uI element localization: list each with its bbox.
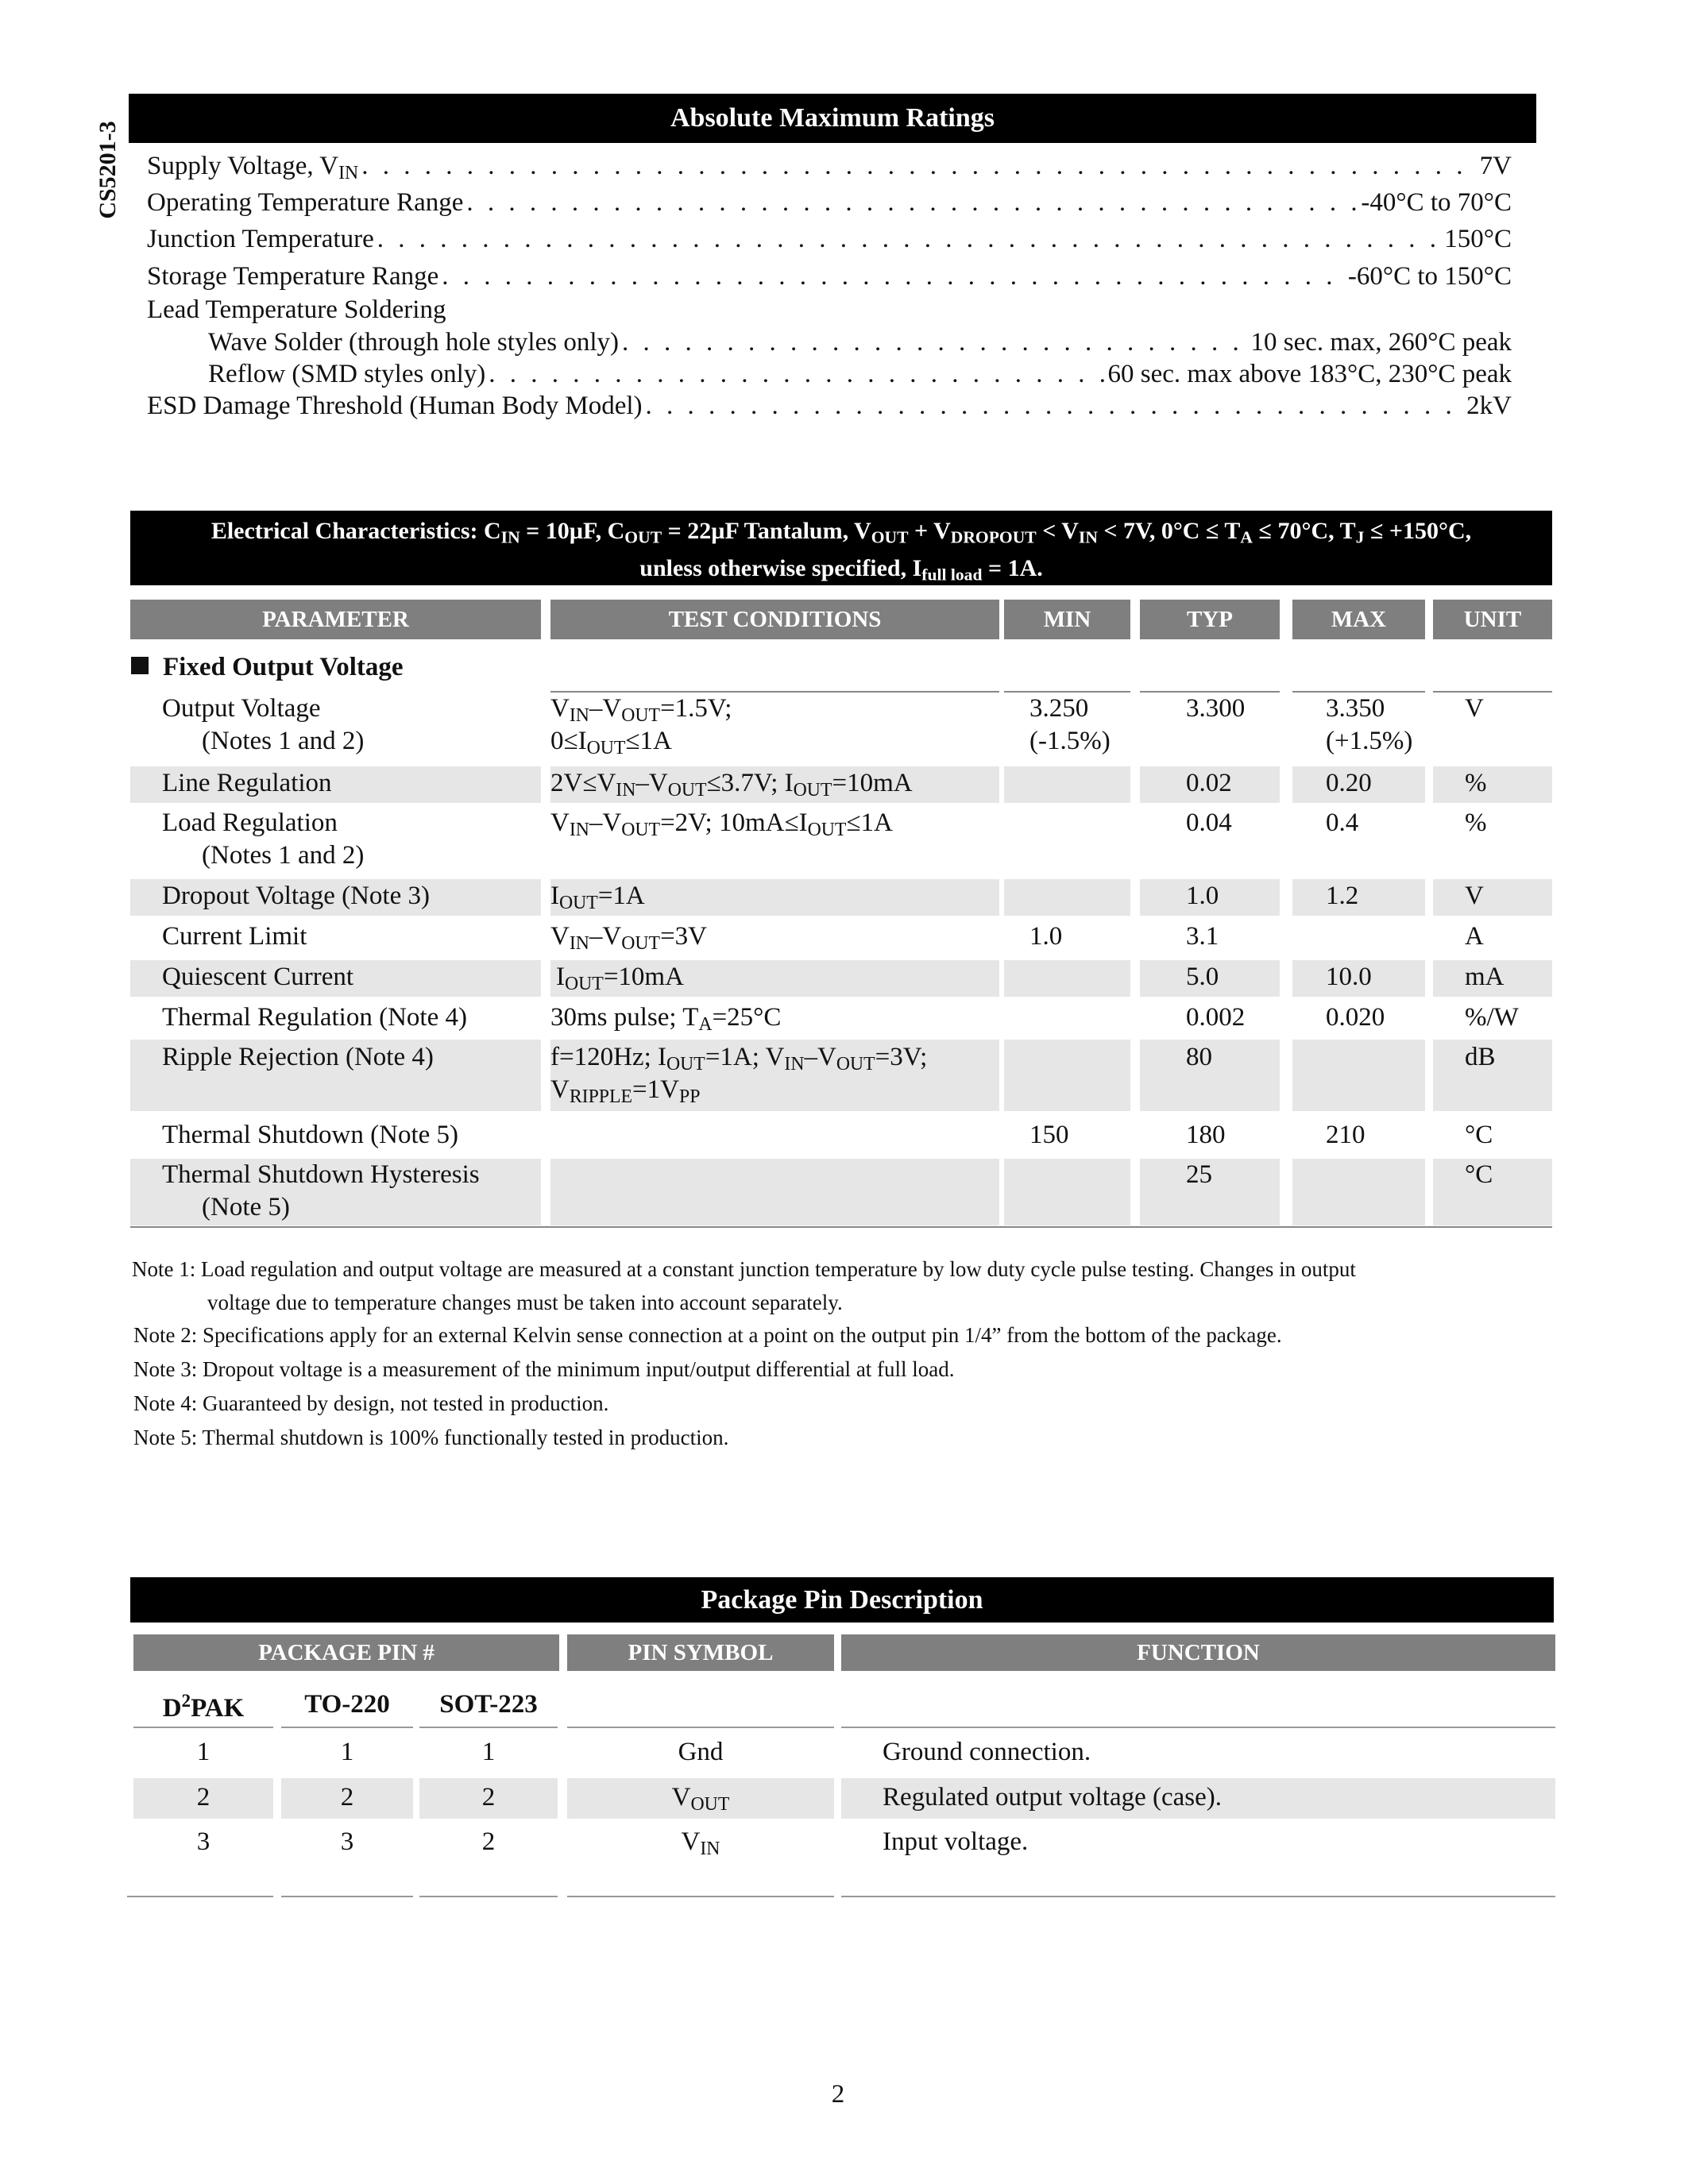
typ-cell: 0.002 <box>1186 1003 1246 1032</box>
package-to220: TO-220 <box>304 1690 390 1719</box>
pin-d2pak: 1 <box>196 1738 211 1766</box>
note-4: Note 4: Guaranteed by design, not tested in production. <box>133 1391 609 1415</box>
condition-cell: $0\le I_{OUT}\le 1A$ <box>550 727 672 758</box>
param-cell: Dropout Voltage (Note 3) <box>162 882 430 910</box>
header-min: MIN <box>1004 600 1130 639</box>
header-parameter: PARAMETER <box>130 600 541 639</box>
pin-symbol: Gnd <box>678 1738 724 1766</box>
pin-sot223: 2 <box>481 1783 496 1812</box>
max-cell: 0.20 <box>1326 769 1372 797</box>
param-cell: Thermal Regulation (Note 4) <box>162 1003 467 1032</box>
pin-symbol: $V_{OUT}$ <box>671 1783 730 1815</box>
condition-cell: $V_{IN}-V_{OUT}=3V$ <box>550 922 708 954</box>
typ-cell: 3.1 <box>1186 922 1219 951</box>
typ-cell: 80 <box>1186 1043 1212 1071</box>
max-cell: 210 <box>1326 1121 1365 1149</box>
min-cell: (-1.5%) <box>1029 727 1111 755</box>
param-cell: Ripple Rejection (Note 4) <box>162 1043 434 1071</box>
pin-description-title: Package Pin Description <box>130 1577 1554 1623</box>
rating-row: Lead Temperature Soldering <box>147 295 446 324</box>
typ-cell: 0.02 <box>1186 769 1232 797</box>
param-cell: Load Regulation <box>162 808 338 837</box>
unit-cell: % <box>1465 808 1487 837</box>
note-2: Note 2: Specifications apply for an external Kelvin sense connection at a point on the output pin 1/4” from the bottom of the package. <box>133 1323 1282 1347</box>
note-1: Note 1: Load regulation and output voltage are measured at a constant junction temperature by low duty cycle pulse testing. Changes in output <box>132 1257 1356 1281</box>
param-cell: Line Regulation <box>162 769 332 797</box>
pin-symbol: $V_{IN}$ <box>681 1827 720 1859</box>
rating-row: Supply Voltage, VIN . . . 7V <box>147 152 1512 183</box>
typ-cell: 1.0 <box>1186 882 1219 910</box>
unit-cell: % <box>1465 769 1487 797</box>
header-max: MAX <box>1292 600 1425 639</box>
typ-cell: 3.300 <box>1186 694 1246 723</box>
header-pin-symbol: PIN SYMBOL <box>567 1634 834 1671</box>
pin-d2pak: 3 <box>196 1827 211 1856</box>
electrical-conditions-2: unless otherwise specified, $I_{full load} = 1A$. <box>639 555 1043 585</box>
condition-cell: $V_{IN}-V_{OUT}=2V$; $10mA\le I_{OUT}\le 1A$ <box>550 808 893 840</box>
unit-cell: V <box>1465 882 1484 910</box>
min-cell: 3.250 <box>1029 694 1089 723</box>
electrical-conditions-1: $C_{IN} = 10\mu F$, $C_{OUT} = 22\mu F$ Tantalum, $V_{OUT} + V_{DROPOUT} < V_{IN} < 7V$, $0^\circ C \le T_A \le 70^\circ C$, $T_J \le +150^\circ C$, <box>484 518 1472 547</box>
typ-cell: 25 <box>1186 1160 1212 1189</box>
note-3: Note 3: Dropout voltage is a measurement of the minimum input/output differential at full load. <box>133 1357 955 1381</box>
pin-sot223: 2 <box>481 1827 496 1856</box>
param-cell: Thermal Shutdown Hysteresis <box>162 1160 480 1189</box>
unit-cell: dB <box>1465 1043 1496 1071</box>
param-cell: (Notes 1 and 2) <box>202 727 365 755</box>
rating-row: Reflow (SMD styles only) . . . 60 sec. max above 183°C, 230°C peak <box>208 360 1512 392</box>
max-cell: 0.4 <box>1326 808 1359 837</box>
condition-cell: $2V\le V_{IN}-V_{OUT}\le 3.7V$; $I_{OUT}=10mA$ <box>550 769 913 801</box>
condition-cell: $I_{OUT}=10mA$ <box>556 963 684 994</box>
pin-function: Regulated output voltage (case). <box>883 1783 1223 1812</box>
rating-row: Junction Temperature . . . 150°C <box>147 225 1512 257</box>
max-cell: (+1.5%) <box>1326 727 1413 755</box>
typ-cell: 0.04 <box>1186 808 1232 837</box>
document-id-label: CS5201-3 <box>95 121 121 219</box>
package-sot223: SOT-223 <box>439 1690 538 1719</box>
header-package-pin: PACKAGE PIN # <box>133 1634 559 1671</box>
min-cell: 150 <box>1029 1121 1069 1149</box>
condition-cell: $V_{RIPPLE}=1V_{PP}$ <box>550 1075 701 1107</box>
abs-max-title: Absolute Maximum Ratings <box>129 94 1536 143</box>
pin-sot223: 1 <box>481 1738 496 1766</box>
pin-to220: 1 <box>340 1738 354 1766</box>
rating-row: Operating Temperature Range . . . -40°C to 70°C <box>147 188 1512 220</box>
note-1-continued: voltage due to temperature changes must be taken into account separately. <box>207 1291 843 1314</box>
unit-cell: °C <box>1465 1160 1493 1189</box>
param-cell: Output Voltage <box>162 694 321 723</box>
param-cell: Thermal Shutdown (Note 5) <box>162 1121 459 1149</box>
section-title: Fixed Output Voltage <box>131 653 404 682</box>
pin-to220: 3 <box>340 1827 354 1856</box>
package-d2pak: $D^2PAK$ <box>162 1690 245 1723</box>
pin-d2pak: 2 <box>196 1783 211 1812</box>
max-cell: 10.0 <box>1326 963 1372 991</box>
max-cell: 3.350 <box>1326 694 1385 723</box>
rating-row: Storage Temperature Range . . . -60°C to 150°C <box>147 262 1512 294</box>
pin-function: Input voltage. <box>883 1827 1029 1856</box>
unit-cell: A <box>1465 922 1484 951</box>
condition-cell: $I_{OUT}=1A$ <box>550 882 645 913</box>
unit-cell: mA <box>1465 963 1505 991</box>
unit-cell: °C <box>1465 1121 1493 1149</box>
unit-cell: V <box>1465 694 1484 723</box>
rating-row: Wave Solder (through hole styles only) . . . 10 sec. max, 260°C peak <box>208 328 1512 360</box>
pin-function: Ground connection. <box>883 1738 1091 1766</box>
max-cell: 1.2 <box>1326 882 1359 910</box>
unit-cell: %/W <box>1465 1003 1519 1032</box>
header-test-conditions: TEST CONDITIONS <box>550 600 999 639</box>
param-cell: (Note 5) <box>202 1193 290 1221</box>
page-number: 2 <box>831 2080 845 2109</box>
max-cell: 0.020 <box>1326 1003 1385 1032</box>
param-cell: (Notes 1 and 2) <box>202 841 365 870</box>
header-function: FUNCTION <box>841 1634 1555 1671</box>
electrical-title: Electrical Characteristics: $C_{IN} = 10\mu F$, $C_{OUT} = 22\mu F$ Tantalum, $V_{OUT} + V_{DROPOUT} < V_{IN} < 7V$, $0^\circ C \le T_A \le 70^\circ C$, $T_J \le +150^\circ C$, unless otherwise specified, $I_{full load} = 1A$. <box>130 511 1552 585</box>
condition-cell: 30ms pulse; $T_A=25^\circ C$ <box>550 1003 782 1035</box>
condition-cell: f=120Hz; $I_{OUT}=1A$; $V_{IN}-V_{OUT}=3V$; <box>550 1043 928 1075</box>
param-cell: Quiescent Current <box>162 963 354 991</box>
min-cell: 1.0 <box>1029 922 1063 951</box>
typ-cell: 180 <box>1186 1121 1226 1149</box>
rating-row: ESD Damage Threshold (Human Body Model) . . . 2kV <box>147 392 1512 423</box>
condition-cell: $V_{IN}-V_{OUT}=1.5V$; <box>550 694 732 726</box>
typ-cell: 5.0 <box>1186 963 1219 991</box>
pin-to220: 2 <box>340 1783 354 1812</box>
param-cell: Current Limit <box>162 922 307 951</box>
note-5: Note 5: Thermal shutdown is 100% functionally tested in production. <box>133 1426 729 1449</box>
header-unit: UNIT <box>1433 600 1552 639</box>
header-typ: TYP <box>1140 600 1280 639</box>
